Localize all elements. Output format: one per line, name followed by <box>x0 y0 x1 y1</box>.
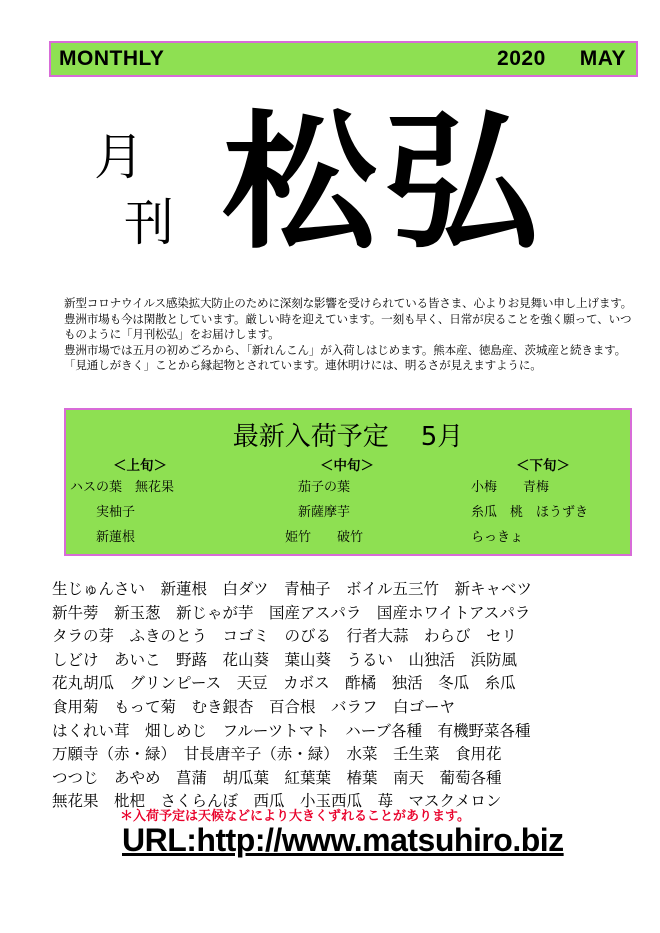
schedule-item: 姫竹 破竹 <box>272 530 364 545</box>
schedule-item: 小梅 青梅 <box>458 480 550 495</box>
schedule-title <box>66 416 630 453</box>
schedule-item: らっきょ <box>458 530 524 545</box>
schedule-title-text: 最新入荷予定 <box>232 422 389 452</box>
produce-line: 食用菊 もって菊 むき銀杏 百合根 バラフ 白ゴーヤ <box>52 697 456 716</box>
produce-line: 花丸胡瓜 グリンピース 天豆 カボス 酢橘 独活 冬瓜 糸瓜 <box>52 674 516 693</box>
masthead-monthly: MONTHLY <box>59 47 165 70</box>
produce-line: 無花果 枇杷 さくらんぼ 西瓜 小玉西瓜 苺 マスクメロン <box>52 792 502 811</box>
intro-paragraph-1: 新型コロナウイルス感染拡大防止のために深刻な影響を受けられている皆さま、心よりお見舞い申し上げます。豊洲市場も今は閑散としています。厳しい時を迎えています。一刻も早く、日常が戻ることを強く願って、いつものように「月刊松弘」をお届けします。 <box>64 296 633 341</box>
column-header: ＜上旬＞ <box>113 458 167 474</box>
produce-line: 生じゅんさい 新蓮根 白ダツ 青柚子 ボイル五三竹 新キャベツ <box>52 580 533 598</box>
produce-line: 新牛蒡 新玉葱 新じゃが芋 国産アスパラ 国産ホワイトアスパラ <box>52 603 531 622</box>
schedule-item: ハスの葉 無花果 <box>70 480 175 495</box>
schedule-item: 新薩摩芋 <box>272 505 351 520</box>
masthead-date <box>497 47 626 71</box>
schedule-item: 茄子の葉 <box>272 480 351 495</box>
produce-line: しどけ あいこ 野蕗 花山葵 葉山葵 うるい 山独活 浜防風 <box>52 650 518 669</box>
schedule-month: 5月 <box>420 422 464 452</box>
schedule-column-early <box>70 454 210 551</box>
produce-list <box>52 578 644 814</box>
schedule-column-late <box>458 454 628 551</box>
schedule-column-mid <box>272 454 422 551</box>
masthead-banner <box>49 41 638 77</box>
produce-line: タラの芽 ふきのとう コゴミ のびる 行者大蒜 わらび セリ <box>52 627 518 646</box>
schedule-disclaimer: ＊入荷予定は天候などにより大きくずれることがあります。 <box>120 809 470 824</box>
schedule-item: 糸瓜 桃 ほうずき <box>458 505 589 520</box>
title-char-getsu: 月 <box>94 128 144 186</box>
title-matsuhiro-calligraphy: 松弘 <box>222 95 546 269</box>
masthead-month: MAY <box>579 47 626 70</box>
produce-line: 万願寺（赤・緑） 甘長唐辛子（赤・緑） 水菜 壬生菜 食用花 <box>52 745 502 764</box>
masthead-year: 2020 <box>497 47 546 70</box>
produce-line: つつじ あやめ 菖蒲 胡瓜葉 紅葉葉 椿葉 南天 葡萄各種 <box>52 768 502 787</box>
intro-text <box>64 296 634 374</box>
title-char-kan: 刊 <box>124 194 174 252</box>
schedule-item: 実柚子 <box>70 505 136 520</box>
produce-line: はくれい茸 畑しめじ フルーツトマト ハーブ各種 有機野菜各種 <box>52 721 531 740</box>
website-url-link[interactable]: URL:http://www.matsuhiro.biz <box>122 822 564 858</box>
schedule-item: 新蓮根 <box>70 530 136 545</box>
column-header: ＜下旬＞ <box>516 458 570 474</box>
column-header: ＜中旬＞ <box>320 458 374 474</box>
intro-paragraph-2: 豊洲市場では五月の初めごろから、「新れんこん」が入荷しはじめます。熊本産、徳島産、茨城産と続きます。「見通しがきく」ことから縁起物とされています。連休明けには、明るさが見えますように。 <box>64 342 627 372</box>
arrival-schedule-box <box>64 408 632 556</box>
